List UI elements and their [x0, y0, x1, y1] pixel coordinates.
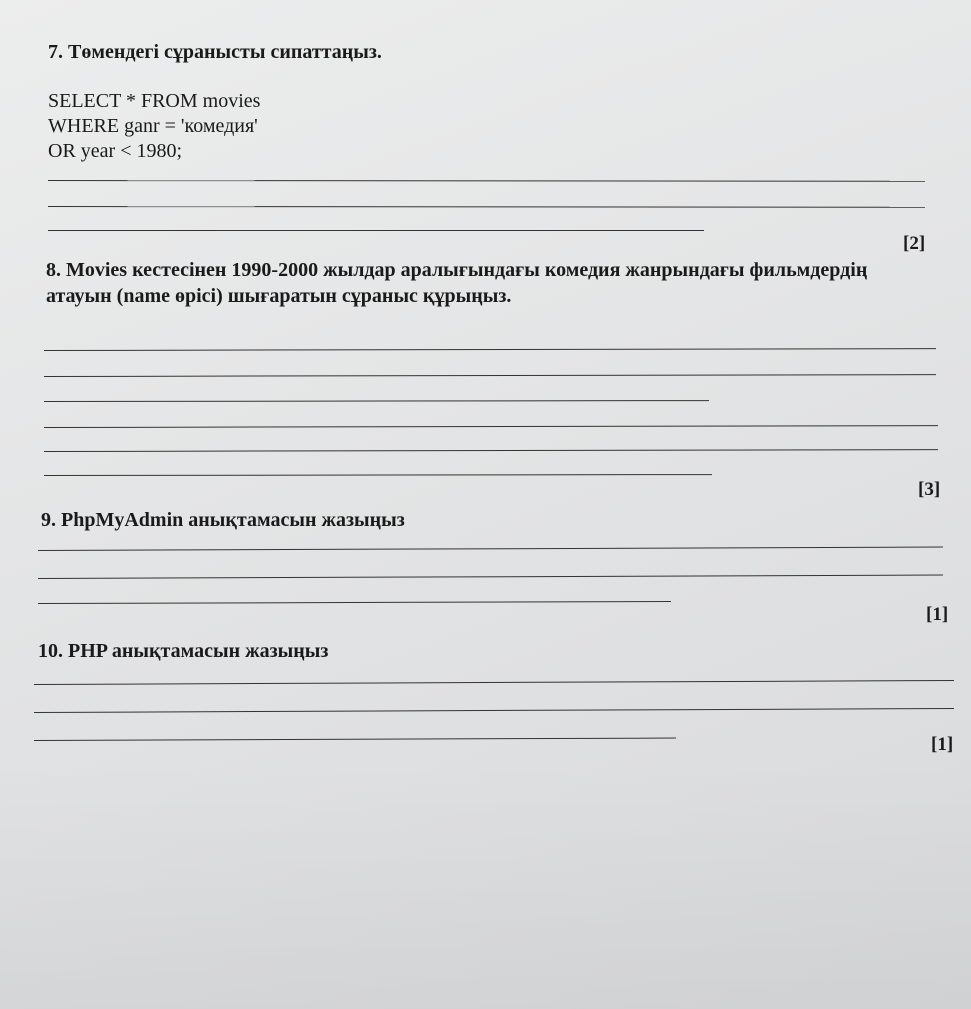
answer-line [38, 547, 943, 551]
answer-line [48, 180, 925, 182]
sql-line-2: WHERE ganr = 'комедия' [48, 115, 258, 137]
sql-line-3: OR year < 1980; [48, 140, 183, 162]
question-10-title: 10. PHP анықтамасын жазыңыз [38, 640, 329, 662]
answer-line [48, 230, 704, 231]
question-9-title: 9. PhpMyAdmin анықтамасын жазыңыз [41, 509, 405, 531]
sql-line-1: SELECT * FROM movies [48, 90, 261, 112]
question-7-title: 7. Төмендегі сұранысты сипаттаңыз. [48, 41, 382, 63]
answer-line [44, 348, 936, 351]
answer-line [44, 474, 712, 476]
question-7-marks: [2] [903, 233, 926, 254]
answer-line [44, 400, 709, 402]
answer-line [38, 575, 943, 579]
answer-line [34, 708, 954, 713]
question-10-marks: [1] [931, 734, 954, 755]
question-8-marks: [3] [918, 479, 941, 500]
answer-line [34, 738, 676, 741]
page-shadow [0, 760, 971, 1009]
question-9-marks: [1] [926, 604, 949, 625]
answer-line [44, 374, 936, 377]
answer-line [38, 601, 671, 604]
question-8-title-line-1: 8. Movies кестесінен 1990-2000 жылдар аралығындағы комедия жанрындағы фильмдердің [46, 259, 868, 281]
answer-line [44, 449, 938, 452]
answer-line [34, 680, 954, 685]
question-8-title-line-2: атауын (name өрісі) шығаратын сұраныс құрыңыз. [46, 285, 512, 307]
answer-line [48, 206, 925, 208]
answer-line [44, 425, 938, 428]
